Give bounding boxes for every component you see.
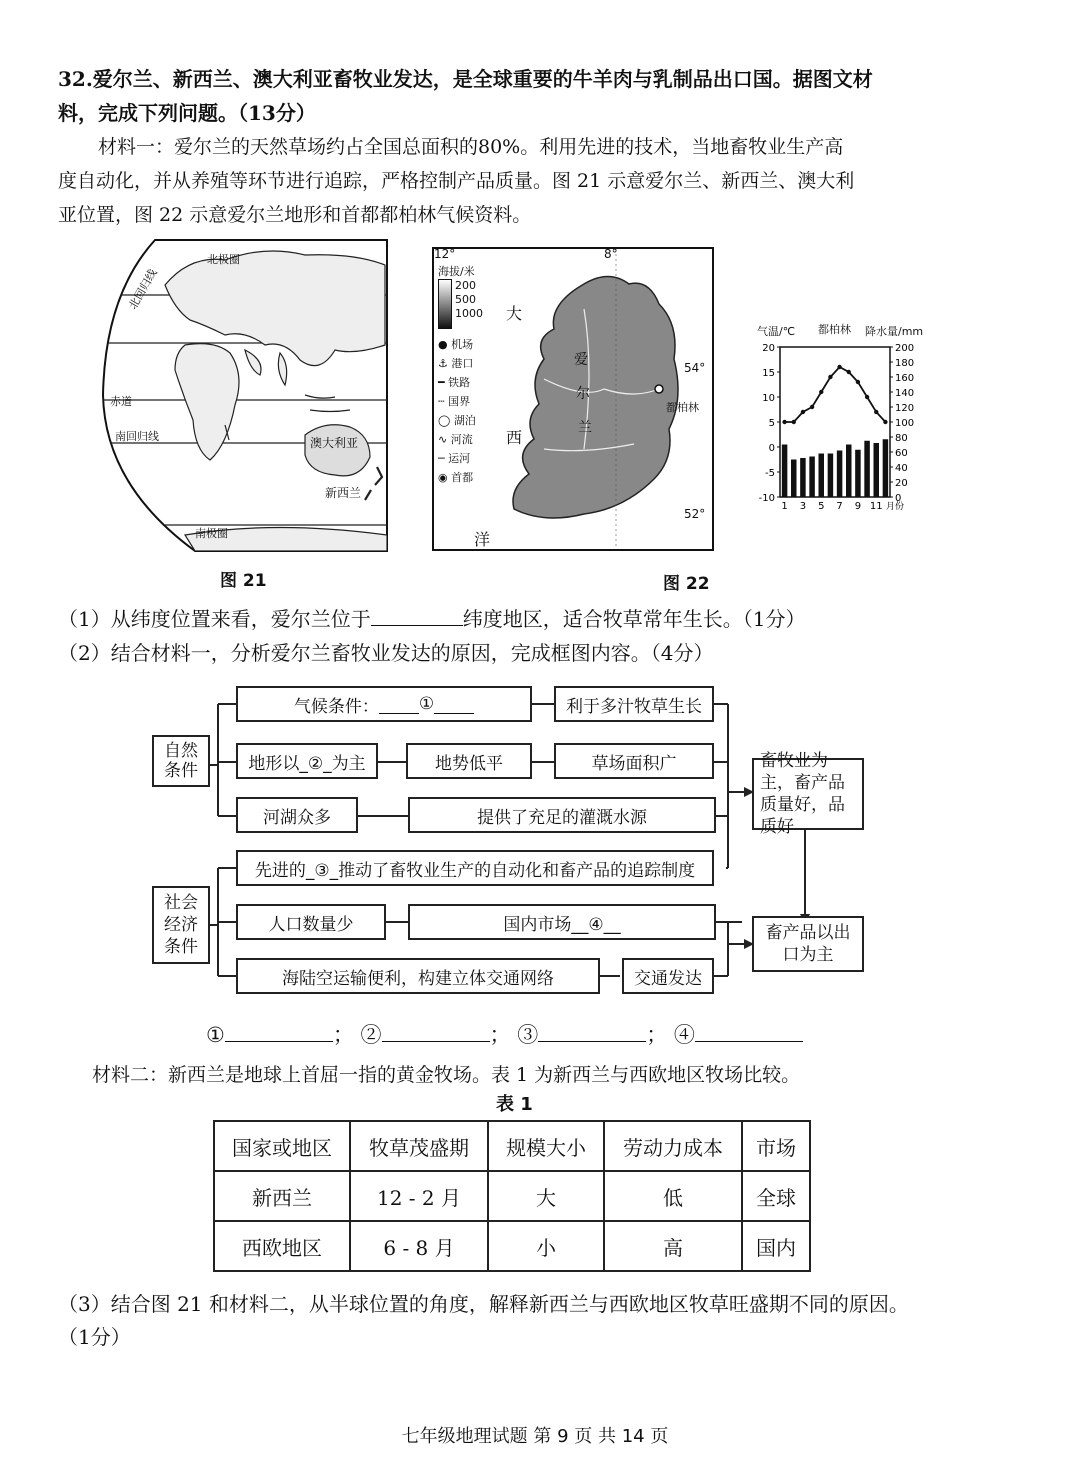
result-export-box: 畜产品以出口为主 <box>752 916 864 972</box>
left-tick-label: -5 <box>765 468 775 479</box>
temperature-point <box>810 405 814 409</box>
material1-line-2: 度自动化，并从养殖等环节进行追踪，严格控制产品质量。图 21 示意爱尔兰、新西兰、澳大利 <box>58 170 855 192</box>
answer-blank-4[interactable] <box>695 1023 803 1042</box>
table-cell: 大 <box>488 1171 604 1221</box>
legend-item-lake: ◯ 湖泊 <box>438 414 476 427</box>
table-header-row <box>214 1121 810 1171</box>
answer-blanks-row: ① ； ② ； ③ ； ④ <box>206 1018 803 1052</box>
lake-icon: ◯ <box>438 414 451 427</box>
precipitation-bar <box>809 457 815 498</box>
question-line-1: 32.爱尔兰、新西兰、澳大利亚畜牧业发达，是全球重要的牛羊肉与乳制品出口国。据图文材 <box>58 67 873 91</box>
antarctic-circle-label: 南极圈 <box>195 527 228 540</box>
temperature-point <box>801 410 805 414</box>
right-tick-label: 40 <box>895 463 908 474</box>
question-3-line-1: （3）结合图 21 和材料二，从半球位置的角度，解释新西兰与西欧地区牧草旺盛期不同的原因。 <box>58 1292 909 1316</box>
right-axis-title: 降水量/mm <box>865 325 924 338</box>
irrigation-box: 提供了充足的灌溉水源 <box>408 797 716 833</box>
left-tick-label: -10 <box>758 493 775 504</box>
result-quality-box: 畜牧业为主，畜产品质量好，品质好 <box>752 758 864 830</box>
answer-blank-1[interactable] <box>225 1023 333 1042</box>
legend-level-1000: 1000 <box>455 307 483 320</box>
comparison-table <box>213 1120 811 1272</box>
sea-char-2: 西 <box>506 428 523 447</box>
figure-21-caption: 图 21 <box>220 571 267 591</box>
capital-icon: ◉ <box>438 471 448 484</box>
anchor-icon: ⚓ <box>438 357 448 370</box>
left-tick-label: 10 <box>762 393 775 404</box>
table-cell: 小 <box>488 1221 604 1271</box>
precipitation-bar <box>782 445 788 498</box>
figure-22-ireland-map <box>432 247 714 551</box>
australia-label: 澳大利亚 <box>310 436 359 450</box>
question-1: （1）从纬度位置来看，爱尔兰位于 纬度地区，适合牧草常年生长。（1分） <box>58 607 806 631</box>
left-tick-label: 20 <box>762 343 775 354</box>
natural-conditions-box: 自然条件 <box>152 735 210 787</box>
left-tick-label: 0 <box>768 443 775 454</box>
temperature-point <box>856 380 860 384</box>
table-row <box>214 1171 810 1221</box>
x-tick-label: 7 <box>836 501 843 512</box>
legend-item-river: ∿ 河流 <box>438 433 473 446</box>
transport-network-box: 海陆空运输便利，构建立体交通网络 <box>236 958 600 994</box>
elevation-ramp <box>438 279 452 329</box>
question-3-line-2: （1分） <box>58 1325 131 1349</box>
river-icon: ∿ <box>438 433 448 446</box>
left-tick-label: 5 <box>768 418 775 429</box>
table-header: 国家或地区 <box>214 1121 350 1171</box>
climate-blank-right <box>434 695 474 714</box>
question-2: （2）结合材料一，分析爱尔兰畜牧业发达的原因，完成框图内容。（4分） <box>58 641 714 665</box>
new-zealand-label: 新西兰 <box>325 486 362 500</box>
table-row <box>214 1221 810 1271</box>
rivers-box: 河湖众多 <box>236 797 358 833</box>
sea-char-3: 洋 <box>474 530 491 549</box>
temperature-point <box>837 365 841 369</box>
right-tick-label: 100 <box>895 418 915 429</box>
temperature-point <box>874 410 878 414</box>
table-cell: 国内 <box>742 1221 810 1271</box>
right-tick-label: 20 <box>895 478 908 489</box>
precipitation-bar <box>874 443 880 497</box>
right-tick-label: 140 <box>895 388 915 399</box>
table-cell: 高 <box>604 1221 742 1271</box>
temperature-point <box>782 420 786 424</box>
pasture-area-box: 草场面积广 <box>554 743 714 779</box>
traffic-developed-box: 交通发达 <box>622 958 714 994</box>
lon-8-label: 8° <box>604 247 618 261</box>
border-icon: ┄ <box>438 395 445 408</box>
question-line-2: 料，完成下列问题。（13分） <box>58 101 316 125</box>
material1-line-3: 亚位置，图 22 示意爱尔兰地形和首都都柏林气候资料。 <box>58 204 532 226</box>
domestic-market-box: 国内市场__④__ <box>408 904 716 940</box>
right-tick-label: 80 <box>895 433 908 444</box>
temperature-point <box>847 370 851 374</box>
ireland-char-3: 兰 <box>578 420 592 436</box>
climate-title: 都柏林 <box>818 323 851 336</box>
lat-52-label: 52° <box>684 507 706 521</box>
precipitation-bar <box>828 454 834 498</box>
right-tick-label: 60 <box>895 448 908 459</box>
precipitation-bar <box>791 460 797 498</box>
table-cell: 低 <box>604 1171 742 1221</box>
precipitation-bar <box>855 450 861 497</box>
temperature-line <box>785 367 886 422</box>
dublin-climate-chart <box>745 322 920 514</box>
flat-terrain-box: 地势低平 <box>406 743 532 779</box>
table-cell: 全球 <box>742 1171 810 1221</box>
x-tick-label: 3 <box>799 501 807 512</box>
map-legend <box>438 263 494 487</box>
legend-title: 海拔/米 <box>438 265 475 278</box>
figure-22-caption: 图 22 <box>663 574 710 594</box>
temperature-point <box>792 420 796 424</box>
population-box: 人口数量少 <box>236 904 386 940</box>
table-cell: 12 - 2 月 <box>350 1171 488 1221</box>
precipitation-bar <box>837 451 843 498</box>
ireland-char-1: 爱 <box>574 352 588 368</box>
airport-icon: ● <box>438 338 448 351</box>
precipitation-bar <box>883 439 889 497</box>
right-tick-label: 0 <box>895 493 902 504</box>
climate-blank-left <box>379 695 419 714</box>
arctic-circle-label: 北极圈 <box>207 253 240 266</box>
q1-answer-blank[interactable] <box>371 607 463 626</box>
x-tick-label: 9 <box>854 501 862 512</box>
table-header: 规模大小 <box>488 1121 604 1171</box>
table-cell: 新西兰 <box>214 1171 350 1221</box>
answer-blank-2[interactable] <box>382 1023 490 1042</box>
figure-21-world-map <box>95 235 390 555</box>
precipitation-bar <box>819 454 825 498</box>
table-cell: 西欧地区 <box>214 1221 350 1271</box>
temperature-point <box>883 420 887 424</box>
legend-level-500: 500 <box>455 293 476 306</box>
precipitation-bar <box>800 458 806 497</box>
technology-box: 先进的_③_推动了畜牧业生产的自动化和畜产品的追踪制度 <box>236 850 714 886</box>
table-header: 市场 <box>742 1121 810 1171</box>
legend-item-railway: ━ 铁路 <box>438 376 471 389</box>
right-tick-label: 200 <box>895 343 915 354</box>
temperature-point <box>819 390 823 394</box>
legend-item-airport: ● 机场 <box>438 338 474 351</box>
railway-icon: ━ <box>438 376 445 389</box>
ireland-char-2: 尔 <box>576 386 590 402</box>
left-axis-title: 气温/℃ <box>757 325 796 338</box>
x-tick-label: 1 <box>781 501 788 512</box>
terrain-box: 地形以_②_为主 <box>236 743 378 779</box>
dublin-label: 都柏林 <box>666 401 699 414</box>
lon-12-label: 12° <box>434 247 456 261</box>
material1-line-1: 材料一：爱尔兰的天然草场约占全国总面积的80%。利用先进的技术，当地畜牧业生产高 <box>98 136 844 158</box>
x-tick-label: 11 <box>869 501 883 512</box>
lat-54-label: 54° <box>684 361 706 375</box>
legend-item-border: ┄ 国界 <box>438 395 471 408</box>
sea-char-1: 大 <box>506 304 523 323</box>
temperature-point <box>865 395 869 399</box>
social-conditions-box: 社会经济条件 <box>152 886 210 964</box>
legend-item-capital: ◉ 首都 <box>438 471 474 484</box>
x-axis-unit-label: 月份 <box>886 502 905 512</box>
climate-box: 气候条件： ① <box>236 686 532 722</box>
tropic-capricorn-label: 南回归线 <box>115 430 159 443</box>
legend-item-canal: ─ 运河 <box>438 452 471 465</box>
right-tick-label: 120 <box>895 403 915 414</box>
x-tick-label: 5 <box>818 501 825 512</box>
legend-level-200: 200 <box>455 279 476 292</box>
page-footer: 七年级地理试题 第 9 页 共 14 页 <box>401 1426 669 1447</box>
precipitation-bar <box>846 445 852 498</box>
canal-icon: ─ <box>438 452 445 465</box>
right-tick-label: 180 <box>895 358 915 369</box>
table-cell: 6 - 8 月 <box>350 1221 488 1271</box>
right-tick-label: 160 <box>895 373 915 384</box>
precipitation-bar <box>864 441 870 497</box>
tropic-cancer-label: 北回归线 <box>126 266 160 312</box>
table-header: 牧草茂盛期 <box>350 1121 488 1171</box>
left-tick-label: 15 <box>762 368 775 379</box>
legend-item-port: ⚓ 港口 <box>438 357 474 370</box>
table-1-title: 表 1 <box>496 1094 533 1115</box>
temperature-point <box>828 375 832 379</box>
material2-text: 材料二：新西兰是地球上首屈一指的黄金牧场。表 1 为新西兰与西欧地区牧场比较。 <box>92 1064 801 1086</box>
answer-blank-3[interactable] <box>538 1023 646 1042</box>
table-header: 劳动力成本 <box>604 1121 742 1171</box>
grass-growth-box: 利于多汁牧草生长 <box>554 686 714 722</box>
equator-label: 赤道 <box>110 395 132 408</box>
